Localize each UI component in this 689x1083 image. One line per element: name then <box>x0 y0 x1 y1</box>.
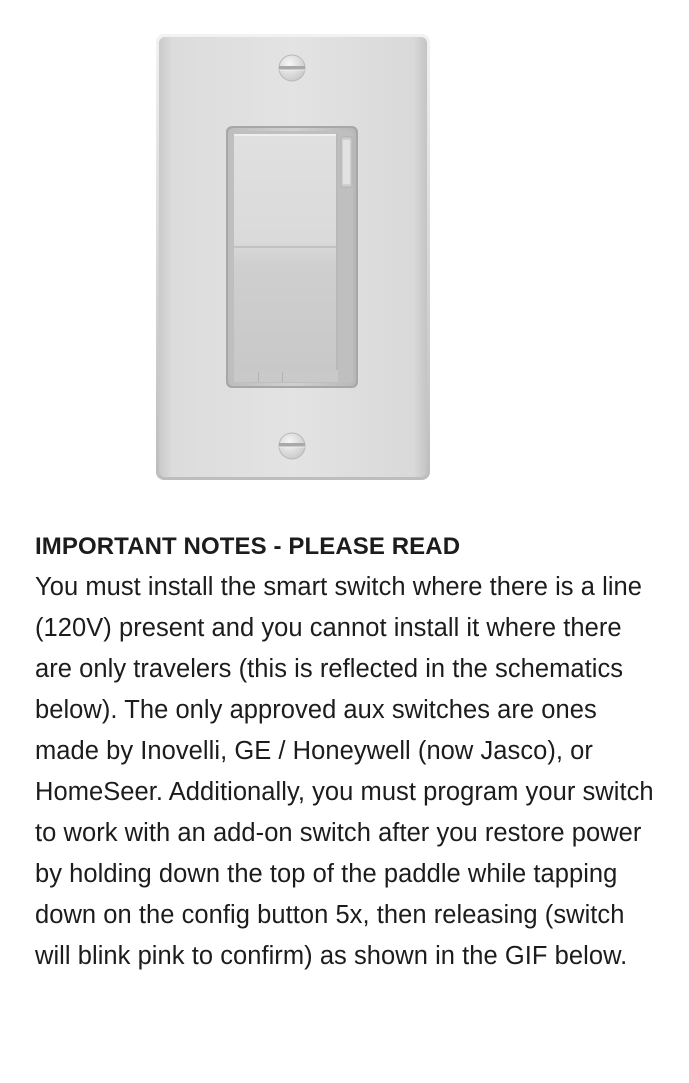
notes-body: You must install the smart switch where there is a line (120V) present and you cannot install it where there are only travelers (this is reflected in the schematics below). The only approved aux switches are ones made by Inovelli, GE / Honeywell (now Jasco), or HomeSeer. Additionally, you must program your switch to work with an add-on switch after you restore power by holding down the top of the paddle while tapping down on the config button 5x, then releasing (switch will blink pink to confirm) as shown in the GIF below. <box>35 573 654 970</box>
notes-heading: IMPORTANT NOTES - PLEASE READ <box>35 533 461 560</box>
switch-photo <box>0 0 689 500</box>
product-image <box>0 0 689 500</box>
switch-paddle <box>234 134 338 382</box>
config-button-icon <box>341 137 352 187</box>
top-screw-icon <box>279 55 305 81</box>
bottom-screw-icon <box>279 433 305 459</box>
important-notes <box>35 527 665 977</box>
